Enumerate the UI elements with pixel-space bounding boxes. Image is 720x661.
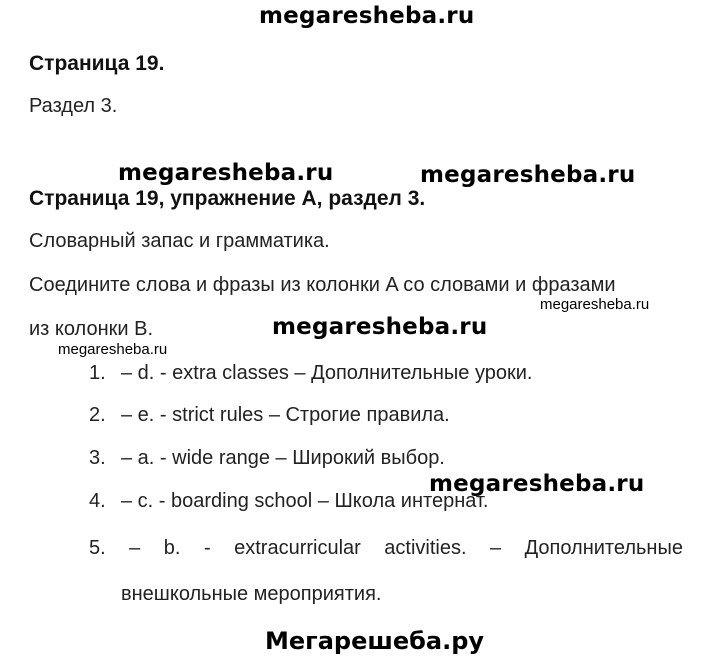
- instruction-line-2: из колонки B.: [29, 318, 153, 340]
- watermark-small-left: megaresheba.ru: [58, 341, 168, 358]
- item-continuation: внешкольные мероприятия.: [121, 583, 382, 605]
- section-line: Раздел 3.: [29, 95, 118, 117]
- instruction-line-1: Соедините слова и фразы из колонки A со словами и фразами: [29, 274, 616, 296]
- list-item: [89, 404, 450, 427]
- item-number: 2.: [89, 404, 106, 426]
- item-word: -: [203, 537, 211, 559]
- list-item: [89, 537, 683, 560]
- footer-site-name: Мегарешеба.ру: [265, 627, 485, 655]
- item-word: extracurricular: [234, 537, 361, 559]
- item-text: – c. - boarding school – Школа интернат.: [121, 490, 489, 512]
- watermark-top: megaresheba.ru: [259, 3, 475, 29]
- item-word: –: [490, 537, 502, 559]
- item-word: –: [129, 537, 141, 559]
- watermark-mid-right: megaresheba.ru: [420, 162, 636, 188]
- item-word: Дополнительные: [524, 537, 683, 559]
- watermark-small-right: megaresheba.ru: [540, 296, 650, 313]
- watermark-center: megaresheba.ru: [272, 314, 488, 340]
- item-number: 1.: [89, 362, 106, 384]
- watermark-mid-left: megaresheba.ru: [118, 160, 334, 186]
- item-number: 4.: [89, 490, 106, 512]
- item-word: activities.: [384, 537, 467, 559]
- topic-line: Словарный запас и грамматика.: [29, 230, 330, 252]
- item-number: 5.: [89, 537, 106, 559]
- item-text: – d. - extra classes – Дополнительные уроки.: [121, 362, 533, 384]
- item-text: – a. - wide range – Широкий выбор.: [121, 447, 445, 469]
- item-number: 3.: [89, 447, 106, 469]
- page-heading: Страница 19.: [29, 52, 165, 75]
- watermark-list-right: megaresheba.ru: [429, 471, 645, 497]
- item-text: – e. - strict rules – Строгие правила.: [121, 404, 450, 426]
- list-item: [89, 362, 532, 385]
- list-item: [89, 447, 445, 470]
- item-word: b.: [163, 537, 181, 559]
- exercise-heading: Страница 19, упражнение A, раздел 3.: [29, 187, 426, 210]
